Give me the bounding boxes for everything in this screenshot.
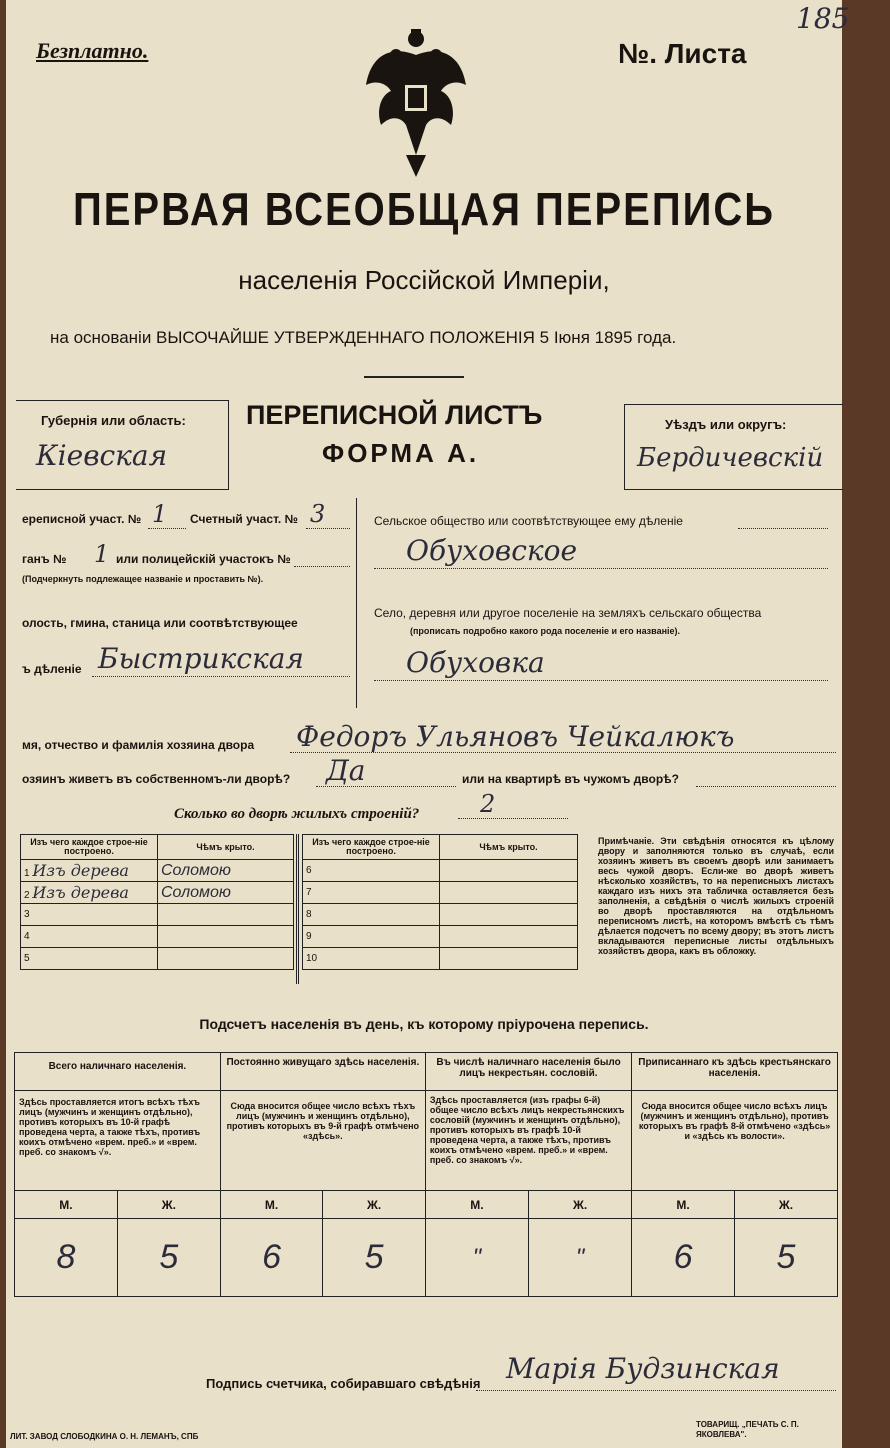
census-sheet xyxy=(6,0,850,1448)
own-house-line xyxy=(316,786,456,787)
census-subtitle: населенія Россійской Имперіи, xyxy=(238,265,610,295)
count-district-line xyxy=(306,528,350,529)
volost-label: олость, гмина, станица или соотвѣтствующее xyxy=(22,616,298,630)
permanent-header: Постоянно живущаго здѣсь населенія. xyxy=(220,1053,425,1091)
roof-cell xyxy=(158,926,294,948)
census-district-line xyxy=(148,528,186,529)
total-present-f: 5 xyxy=(117,1219,220,1297)
division-label: ъ дѣленіе xyxy=(22,662,82,676)
non-peasant-f: " xyxy=(528,1219,631,1297)
village-line xyxy=(374,680,828,681)
table-row xyxy=(21,882,294,904)
police-label: или полицейскій участокъ № xyxy=(116,552,291,566)
buildings-label: Сколько во дворѣ жилыхъ строеній? xyxy=(174,806,420,822)
permanent-desc: Сюда вносится общее число всѣхъ тѣхъ лицъ (мужчинъ и женщинъ отдѣльно), противъ которыхъ въ 9-й графѣ отмѣчено «здѣсь». xyxy=(220,1091,425,1191)
table-divider xyxy=(296,834,299,984)
table-row xyxy=(303,882,578,904)
province-value: Кіевская xyxy=(36,439,168,472)
total-present-m: 8 xyxy=(15,1219,118,1297)
row-number: 5 xyxy=(21,948,158,970)
community-label: Сельское общество или соотвѣтствующее ему дѣленіе xyxy=(374,514,683,528)
district-label: Уѣздъ или округъ: xyxy=(665,417,787,432)
owner-name-line xyxy=(290,752,836,753)
table-row xyxy=(303,904,578,926)
stan-value: 1 xyxy=(94,540,110,568)
province-box xyxy=(16,400,229,490)
count-district-value: 3 xyxy=(310,500,326,528)
division-line xyxy=(92,676,350,677)
registered-peasant-desc: Сюда вносится общее число всѣхъ лицъ (мужчинъ и женщинъ отдѣльно), противъ которыхъ въ графѣ 8-й отмѣчено «здѣсь» и «здѣсь къ волости». xyxy=(632,1091,838,1191)
form-label: ФОРМА А. xyxy=(322,438,480,468)
row-number: 10 xyxy=(303,948,440,970)
double-headed-eagle-emblem xyxy=(361,25,471,180)
own-house-label: озяинъ живетъ въ собственномъ-ли дворѣ? xyxy=(22,772,291,786)
signature-label: Подпись счетчика, собиравшаго свѣдѣнія xyxy=(206,1376,481,1391)
stan-label: ганъ № xyxy=(22,552,67,566)
village-note: (прописать подробно какого рода поселеніе и его названіе). xyxy=(410,626,681,636)
underline-note: (Подчеркнуть подлежащее названіе и проставить №). xyxy=(22,574,264,584)
sheet-number-label: №. Листа xyxy=(618,38,747,69)
table-row xyxy=(303,926,578,948)
district-value: Бердичевскій xyxy=(637,443,824,473)
table-row xyxy=(303,948,578,970)
row-number: 7 xyxy=(303,882,440,904)
basis-line: на основаніи ВЫСОЧАЙШЕ УТВЕРЖДЕННАГО ПОЛОЖЕНІЯ 5 Іюня 1895 года. xyxy=(50,328,677,347)
table-row xyxy=(303,860,578,882)
printer-right: ТОВАРИЩ. „ПЕЧАТЬ С. П. ЯКОВЛЕВА". xyxy=(696,1420,799,1439)
owner-name-label: мя, отчество и фамилія хозяина двора xyxy=(22,738,255,752)
police-line xyxy=(294,566,350,567)
sheet-title: ПЕРЕПИСНОЙ ЛИСТЪ xyxy=(246,400,543,430)
signature-line xyxy=(476,1390,836,1391)
village-value: Обуховка xyxy=(406,646,545,679)
row-number: 6 xyxy=(303,860,440,882)
row-number: 2 xyxy=(24,890,30,901)
rented-line xyxy=(696,786,836,787)
m-header: М. xyxy=(632,1191,735,1219)
province-label: Губернія или область: xyxy=(41,413,186,428)
registered-peasant-m: 6 xyxy=(632,1219,735,1297)
totals-table xyxy=(14,1052,838,1297)
f-header: Ж. xyxy=(735,1191,838,1219)
vertical-divider xyxy=(356,498,357,708)
material-cell: Изъ дерева xyxy=(32,883,129,902)
row-number: 4 xyxy=(21,926,158,948)
table-row xyxy=(21,948,294,970)
free-label: Безплатно. xyxy=(36,38,149,63)
row-number: 1 xyxy=(24,868,30,879)
buildings-table-right xyxy=(302,834,578,970)
village-label: Село, деревня или другое поселеніе на земляхъ сельскаго общества xyxy=(374,606,762,620)
printer-left: ЛИТ. ЗАВОД СЛОБОДКИНА О. Н. ЛЕМАНЪ, СПБ xyxy=(10,1432,199,1441)
census-title: ПЕРВАЯ ВСЕОБЩАЯ ПЕРЕПИСЬ xyxy=(73,184,775,236)
f-header: Ж. xyxy=(323,1191,426,1219)
table-row xyxy=(21,860,294,882)
material-header: Изъ чего каждое строе-ніе построено. xyxy=(21,835,158,860)
f-header: Ж. xyxy=(117,1191,220,1219)
total-present-desc: Здѣсь проставляется итогъ всѣхъ тѣхъ лицъ (мужчинъ и женщинъ отдѣльно), противъ которыхъ въ 10-й графѣ проведена черта, а также тѣхъ, противъ коихъ отмѣчено «врем. преб.» и «врем. преб. со знакомъ √». xyxy=(15,1091,221,1191)
note-text: Эти свѣдѣнія относятся къ цѣлому двору и заполняются только въ случаѣ, если хозяинъ живетъ въ своемъ дворѣ или занимаетъ весь чужой дворъ. Если-же во дворѣ живетъ нѣсколько хозяйствъ, то на переписныхъ листахъ каждаго изъ нихъ эта табличка оставляется безъ заполненія, а свѣдѣнія о числѣ жилыхъ строеній во дворѣ проставляются на отдѣльномъ переписномъ листѣ, на которомъ вмѣстѣ съ тѣмъ дѣлается подсчетъ по всему двору; въ этотъ листъ вкладываются переписные листы отдѣльныхъ хозяйствъ двора, какъ въ обложку. xyxy=(598,836,834,956)
census-district-label: ереписной участ. № xyxy=(22,512,142,526)
m-header: М. xyxy=(425,1191,528,1219)
material-cell: Изъ дерева xyxy=(32,861,129,880)
sheet-number-hand: 185 xyxy=(796,2,850,35)
buildings-table-left xyxy=(20,834,294,970)
m-header: М. xyxy=(220,1191,323,1219)
community-value: Обуховское xyxy=(406,534,578,567)
signature-value: Марія Будзинская xyxy=(506,1352,780,1385)
own-house-value: Да xyxy=(326,754,366,787)
row-number: 9 xyxy=(303,926,440,948)
f-header: Ж. xyxy=(528,1191,631,1219)
table-row xyxy=(21,926,294,948)
ornament-divider xyxy=(364,376,464,378)
non-peasant-m: " xyxy=(425,1219,528,1297)
buildings-note xyxy=(598,836,834,956)
registered-peasant-f: 5 xyxy=(735,1219,838,1297)
permanent-f: 5 xyxy=(323,1219,426,1297)
totals-title: Подсчетъ населенія въ день, къ которому пріурочена перепись. xyxy=(199,1016,649,1032)
owner-name-value: Федоръ Ульяновъ Чейкалюкъ xyxy=(296,720,735,753)
division-value: Быстрикская xyxy=(98,642,304,675)
row-number: 8 xyxy=(303,904,440,926)
roof-cell: Соломою xyxy=(158,860,294,882)
table-row xyxy=(21,904,294,926)
roof-header: Чѣмъ крыто. xyxy=(440,835,578,860)
roof-cell xyxy=(158,948,294,970)
note-title: Примѣчаніе. xyxy=(598,836,655,846)
roof-header: Чѣмъ крыто. xyxy=(158,835,294,860)
community-line-2 xyxy=(374,568,828,569)
rented-label: или на квартирѣ въ чужомъ дворѣ? xyxy=(462,772,679,786)
material-header: Изъ чего каждое строе-ніе построено. xyxy=(303,835,440,860)
roof-cell xyxy=(158,904,294,926)
non-peasant-header: Въ числѣ наличнаго населенія было лицъ некрестьян. сословій. xyxy=(425,1053,631,1091)
count-district-label: Счетный участ. № xyxy=(190,512,298,526)
non-peasant-desc: Здѣсь проставляется (изъ графы 6-й) общее число всѣхъ лицъ некрестьянскихъ сословій (мужчинъ и женщинъ отдѣльно), противъ которыхъ въ графѣ 10-й проведена черта, а также тѣхъ, противъ коихъ отмѣчено «врем. преб.» и «врем. преб. со знакомъ √». xyxy=(425,1091,631,1191)
census-district-value: 1 xyxy=(152,500,168,528)
permanent-m: 6 xyxy=(220,1219,323,1297)
buildings-value: 2 xyxy=(480,790,496,818)
buildings-line xyxy=(458,818,568,819)
roof-cell: Соломою xyxy=(158,882,294,904)
total-present-header: Всего наличнаго населенія. xyxy=(15,1053,221,1091)
district-box xyxy=(624,404,843,490)
community-line-1 xyxy=(738,528,828,529)
registered-peasant-header: Приписаннаго къ здѣсь крестьянскаго населенія. xyxy=(632,1053,838,1091)
row-number: 3 xyxy=(21,904,158,926)
m-header: М. xyxy=(15,1191,118,1219)
